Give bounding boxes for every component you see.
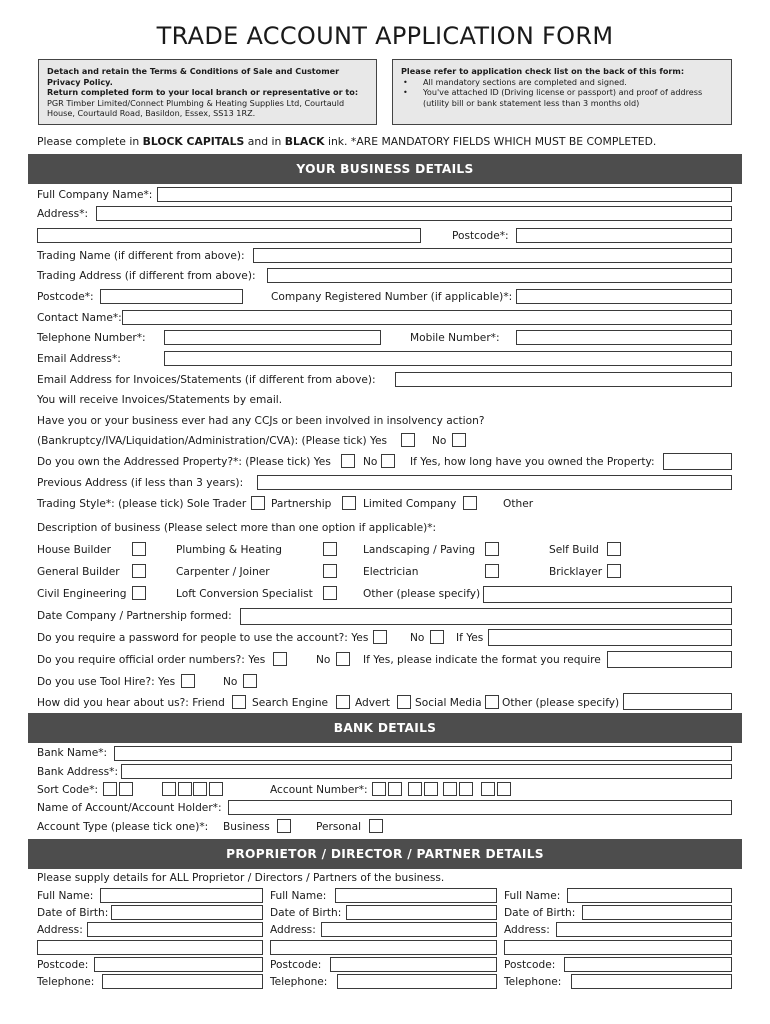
- address-label: Address*:: [37, 208, 89, 220]
- proprietor-3-telephone-input[interactable]: [571, 974, 732, 989]
- proprietor-2-address-input[interactable]: [321, 922, 497, 937]
- account-number-digit[interactable]: [388, 782, 402, 796]
- ccj-no-label: No: [432, 435, 447, 447]
- sort-code-digit[interactable]: [162, 782, 176, 796]
- proprietor-1-dob-input[interactable]: [111, 905, 263, 920]
- checklist-item: • You've attached ID (Driving license or passport) and proof of address (utility bill or bank statement less than 3 months old): [401, 87, 731, 108]
- mobile-label: Mobile Number*:: [410, 332, 500, 344]
- proprietor-2-full-name-label: Full Name:: [270, 890, 327, 902]
- password-no-label: No: [410, 632, 425, 644]
- landscaping-checkbox[interactable]: [485, 542, 499, 556]
- proprietor-2-full-name-input[interactable]: [335, 888, 497, 903]
- return-info-box: [38, 59, 377, 125]
- address-input[interactable]: [96, 206, 732, 221]
- bank-name-input[interactable]: [114, 746, 732, 761]
- trading-name-input[interactable]: [253, 248, 732, 263]
- account-number-label: Account Number*:: [270, 784, 368, 796]
- ccj-no-checkbox[interactable]: [452, 433, 466, 447]
- email-input[interactable]: [164, 351, 732, 366]
- proprietor-3-address-line2-input[interactable]: [504, 940, 732, 955]
- trading-address-input[interactable]: [267, 268, 732, 283]
- hear-other-input[interactable]: [623, 693, 732, 710]
- postcode-input[interactable]: [516, 228, 732, 243]
- proprietor-2-address-label: Address:: [270, 924, 316, 936]
- proprietor-1-telephone-input[interactable]: [102, 974, 263, 989]
- password-question: Do you require a password for people to use the account?: Yes: [37, 632, 369, 644]
- order-numbers-no-checkbox[interactable]: [336, 652, 350, 666]
- account-number-digit[interactable]: [459, 782, 473, 796]
- account-number-digit[interactable]: [424, 782, 438, 796]
- bank-address-label: Bank Address*:: [37, 766, 119, 778]
- proprietor-3-telephone-label: Telephone:: [504, 976, 562, 988]
- checklist-heading: Please refer to application check list on the back of this form:: [401, 66, 685, 76]
- receive-email-note: You will receive Invoices/Statements by email.: [37, 394, 283, 406]
- checklist-item: • All mandatory sections are completed and signed.: [401, 77, 731, 88]
- account-type-personal-label: Personal: [316, 821, 362, 833]
- previous-address-input[interactable]: [257, 475, 732, 490]
- trading-postcode-input[interactable]: [100, 289, 243, 304]
- bank-name-label: Bank Name*:: [37, 747, 108, 759]
- account-number-digit[interactable]: [443, 782, 457, 796]
- partnership-checkbox[interactable]: [342, 496, 356, 510]
- password-no-checkbox[interactable]: [430, 630, 444, 644]
- proprietor-2-dob-label: Date of Birth:: [270, 907, 342, 919]
- return-info-line: House, Courtauld Road, Basildon, Essex, SS13 1RZ.: [47, 108, 256, 119]
- trading-name-label: Trading Name (if different from above):: [37, 250, 245, 262]
- account-holder-label: Name of Account/Account Holder*:: [37, 802, 222, 814]
- business-section-header: YOUR BUSINESS DETAILS: [28, 154, 742, 184]
- hear-question: How did you hear about us?: Friend: [37, 697, 225, 709]
- company-reg-label: Company Registered Number (if applicable)*:: [271, 291, 513, 303]
- proprietor-1-address-label: Address:: [37, 924, 83, 936]
- account-number-digit[interactable]: [372, 782, 386, 796]
- limited-company-checkbox[interactable]: [463, 496, 477, 510]
- ccj-sub-label: (Bankruptcy/IVA/Liquidation/Administration/CVA): (Please tick) Yes: [37, 435, 388, 447]
- sort-code-label: Sort Code*:: [37, 784, 99, 796]
- civil-engineering-checkbox[interactable]: [132, 586, 146, 600]
- checklist-box: [392, 59, 732, 125]
- self-build-checkbox[interactable]: [607, 542, 621, 556]
- how-long-label: If Yes, how long have you owned the Property:: [410, 456, 655, 468]
- account-type-personal-checkbox[interactable]: [369, 819, 383, 833]
- proprietor-2-dob-input[interactable]: [346, 905, 497, 920]
- proprietor-3-postcode-label: Postcode:: [504, 959, 556, 971]
- proprietor-3-address-label: Address:: [504, 924, 550, 936]
- advert-label: Advert: [355, 697, 391, 709]
- order-numbers-yes-checkbox[interactable]: [273, 652, 287, 666]
- loft-conversion-checkbox[interactable]: [323, 586, 337, 600]
- password-ifyes-label: If Yes: [456, 632, 484, 644]
- proprietor-3-dob-label: Date of Birth:: [504, 907, 576, 919]
- email-label: Email Address*:: [37, 353, 121, 365]
- proprietor-section-header: PROPRIETOR / DIRECTOR / PARTNER DETAILS: [28, 839, 742, 869]
- self-build-label: Self Build: [549, 544, 599, 556]
- tool-hire-no-checkbox[interactable]: [243, 674, 257, 688]
- return-info-line: PGR Timber Limited/Connect Plumbing & Heating Supplies Ltd, Courtauld: [47, 97, 345, 108]
- bank-section-header: BANK DETAILS: [28, 713, 742, 743]
- hear-other-label: Other (please specify): [502, 697, 620, 709]
- ccj-yes-checkbox[interactable]: [401, 433, 415, 447]
- tool-hire-no-label: No: [223, 676, 238, 688]
- account-type-label: Account Type (please tick one)*:: [37, 821, 209, 833]
- password-input[interactable]: [488, 629, 732, 646]
- other-business-input[interactable]: [483, 586, 732, 603]
- proprietor-1-telephone-label: Telephone:: [37, 976, 95, 988]
- proprietor-1-full-name-input[interactable]: [100, 888, 263, 903]
- sort-code-digit[interactable]: [193, 782, 207, 796]
- sort-code-digit[interactable]: [178, 782, 192, 796]
- plumbing-label: Plumbing & Heating: [176, 544, 282, 556]
- proprietor-2-telephone-label: Telephone:: [270, 976, 328, 988]
- proprietor-3-full-name-input[interactable]: [567, 888, 732, 903]
- return-info-line: Return completed form to your local branch or representative or to:: [47, 87, 359, 98]
- how-long-input[interactable]: [663, 453, 732, 470]
- search-engine-checkbox[interactable]: [336, 695, 350, 709]
- previous-address-label: Previous Address (if less than 3 years):: [37, 477, 244, 489]
- proprietor-1-postcode-input[interactable]: [94, 957, 263, 972]
- other-style-label: Other: [503, 498, 534, 510]
- return-info-line: Privacy Policy.: [47, 76, 113, 87]
- page-title: TRADE ACCOUNT APPLICATION FORM: [156, 22, 614, 50]
- other-business-label: Other (please specify): [363, 588, 481, 600]
- date-formed-label: Date Company / Partnership formed:: [37, 610, 232, 622]
- contact-name-input[interactable]: [122, 310, 732, 325]
- social-media-label: Social Media: [415, 697, 482, 709]
- order-numbers-question: Do you require official order numbers?: Yes: [37, 654, 266, 666]
- return-info-line: Detach and retain the Terms & Conditions of Sale and Customer: [47, 66, 340, 76]
- tool-hire-question: Do you use Tool Hire?: Yes: [37, 676, 176, 688]
- mobile-input[interactable]: [516, 330, 732, 345]
- advert-checkbox[interactable]: [397, 695, 411, 709]
- proprietor-3-dob-input[interactable]: [582, 905, 732, 920]
- proprietor-1-postcode-label: Postcode:: [37, 959, 89, 971]
- own-property-no-label: No: [363, 456, 378, 468]
- proprietor-2-postcode-label: Postcode:: [270, 959, 322, 971]
- description-label: Description of business (Please select more than one option if applicable)*:: [37, 522, 437, 534]
- loft-conversion-label: Loft Conversion Specialist: [176, 588, 313, 600]
- limited-company-label: Limited Company: [363, 498, 457, 510]
- social-media-checkbox[interactable]: [485, 695, 499, 709]
- bank-address-input[interactable]: [121, 764, 732, 779]
- proprietor-1-address-line2-input[interactable]: [37, 940, 263, 955]
- proprietor-2-postcode-input[interactable]: [330, 957, 497, 972]
- account-number-digit[interactable]: [497, 782, 511, 796]
- sort-code-digit[interactable]: [209, 782, 223, 796]
- house-builder-label: House Builder: [37, 544, 112, 556]
- account-holder-input[interactable]: [228, 800, 732, 815]
- date-formed-input[interactable]: [240, 608, 732, 625]
- bricklayer-checkbox[interactable]: [607, 564, 621, 578]
- account-number-digit[interactable]: [408, 782, 422, 796]
- contact-name-label: Contact Name*:: [37, 312, 122, 324]
- telephone-input[interactable]: [164, 330, 381, 345]
- postcode-label: Postcode*:: [452, 230, 509, 242]
- partnership-label: Partnership: [271, 498, 332, 510]
- general-builder-checkbox[interactable]: [132, 564, 146, 578]
- proprietor-1-dob-label: Date of Birth:: [37, 907, 109, 919]
- email-invoices-label: Email Address for Invoices/Statements (if different from above):: [37, 374, 376, 386]
- sort-code-digit[interactable]: [103, 782, 117, 796]
- carpenter-checkbox[interactable]: [323, 564, 337, 578]
- plumbing-checkbox[interactable]: [323, 542, 337, 556]
- sort-code-digit[interactable]: [119, 782, 133, 796]
- carpenter-label: Carpenter / Joiner: [176, 566, 270, 578]
- proprietor-1-address-input[interactable]: [87, 922, 263, 937]
- password-yes-checkbox[interactable]: [373, 630, 387, 644]
- company-reg-input[interactable]: [516, 289, 732, 304]
- house-builder-checkbox[interactable]: [132, 542, 146, 556]
- proprietor-3-full-name-label: Full Name:: [504, 890, 561, 902]
- electrician-checkbox[interactable]: [485, 564, 499, 578]
- order-format-input[interactable]: [607, 651, 732, 668]
- email-invoices-input[interactable]: [395, 372, 732, 387]
- full-company-name-label: Full Company Name*:: [37, 189, 153, 201]
- tool-hire-yes-checkbox[interactable]: [181, 674, 195, 688]
- trading-postcode-label: Postcode*:: [37, 291, 94, 303]
- electrician-label: Electrician: [363, 566, 419, 578]
- ccj-question: Have you or your business ever had any CCJs or been involved in insolvency action?: [37, 415, 485, 427]
- friend-checkbox[interactable]: [232, 695, 246, 709]
- instructions: Please complete in BLOCK CAPITALS and in BLACK ink. *ARE MANDATORY FIELDS WHICH MUST BE COMPLETED.: [37, 135, 657, 148]
- proprietor-2-address-line2-input[interactable]: [270, 940, 497, 955]
- landscaping-label: Landscaping / Paving: [363, 544, 476, 556]
- trading-style-label: Trading Style*: (please tick) Sole Trader: [37, 498, 247, 510]
- address-line2-input[interactable]: [37, 228, 421, 243]
- own-property-no-checkbox[interactable]: [381, 454, 395, 468]
- full-company-name-input[interactable]: [157, 187, 732, 202]
- own-property-label: Do you own the Addressed Property?*: (Please tick) Yes: [37, 456, 331, 468]
- proprietor-intro: Please supply details for ALL Proprietor / Directors / Partners of the business.: [37, 872, 445, 884]
- other-style-input[interactable]: [542, 495, 732, 513]
- proprietor-2-telephone-input[interactable]: [337, 974, 497, 989]
- proprietor-3-address-input[interactable]: [556, 922, 732, 937]
- account-number-digit[interactable]: [481, 782, 495, 796]
- trading-address-label: Trading Address (if different from above):: [37, 270, 256, 282]
- bricklayer-label: Bricklayer: [549, 566, 603, 578]
- proprietor-1-full-name-label: Full Name:: [37, 890, 94, 902]
- search-engine-label: Search Engine: [252, 697, 329, 709]
- civil-engineering-label: Civil Engineering: [37, 588, 127, 600]
- telephone-label: Telephone Number*:: [37, 332, 146, 344]
- account-type-business-label: Business: [223, 821, 270, 833]
- order-numbers-no-label: No: [316, 654, 331, 666]
- general-builder-label: General Builder: [37, 566, 120, 578]
- proprietor-3-postcode-input[interactable]: [564, 957, 732, 972]
- sole-trader-checkbox[interactable]: [251, 496, 265, 510]
- account-type-business-checkbox[interactable]: [277, 819, 291, 833]
- order-format-label: If Yes, please indicate the format you require: [363, 654, 601, 666]
- own-property-yes-checkbox[interactable]: [341, 454, 355, 468]
